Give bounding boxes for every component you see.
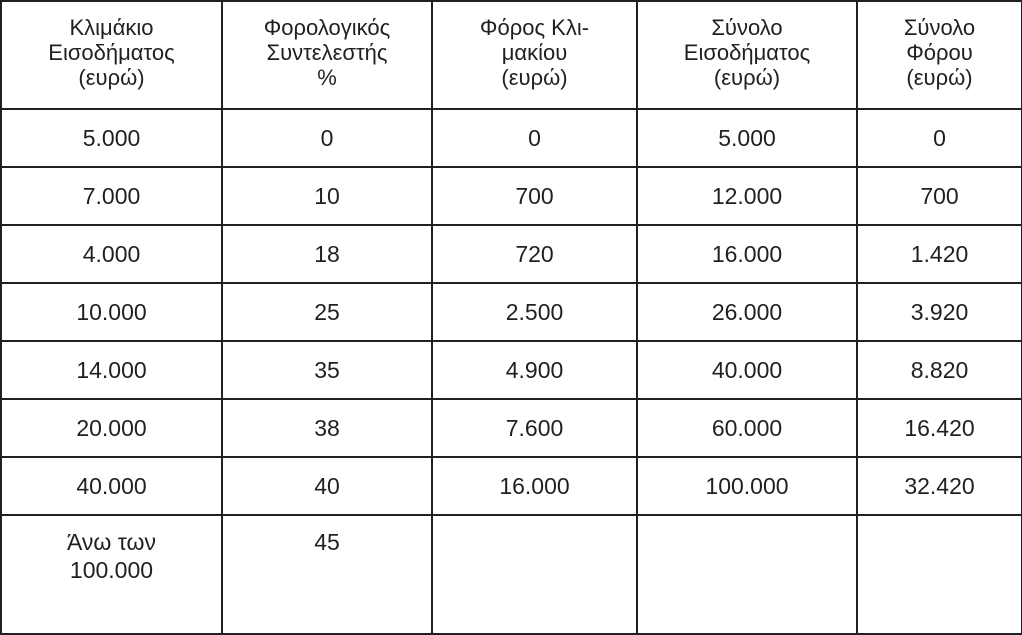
cell-bracket-tax: 4.900 [432,341,637,399]
cell-total-income: 100.000 [637,457,857,515]
cell-total-tax: 700 [857,167,1022,225]
header-tax-rate: Φορολογικός Συντελεστής % [222,1,432,109]
cell-bracket-tax: 2.500 [432,283,637,341]
cell-bracket-tax: 7.600 [432,399,637,457]
table-row [1,167,1022,225]
cell-total-tax: 32.420 [857,457,1022,515]
cell-total-tax: 0 [857,109,1022,167]
table-header-row [1,1,1022,109]
cell-total-income [637,515,857,634]
cell-total-income: 40.000 [637,341,857,399]
table-row [1,225,1022,283]
table-row [1,283,1022,341]
cell-total-tax [857,515,1022,634]
table-row [1,109,1022,167]
cell-total-tax: 1.420 [857,225,1022,283]
table-row-top-bracket [1,515,1022,634]
cell-bracket-tax: 720 [432,225,637,283]
cell-bracket-tax: 0 [432,109,637,167]
cell-tax-rate: 25 [222,283,432,341]
cell-income-bracket: 20.000 [1,399,222,457]
cell-income-bracket: Άνω των 100.000 [1,515,222,634]
cell-income-bracket: 14.000 [1,341,222,399]
table-row [1,341,1022,399]
cell-income-bracket: 40.000 [1,457,222,515]
header-bracket-tax: Φόρος Κλι- μακίου (ευρώ) [432,1,637,109]
cell-total-income: 5.000 [637,109,857,167]
cell-bracket-tax [432,515,637,634]
cell-tax-rate: 18 [222,225,432,283]
cell-bracket-tax: 16.000 [432,457,637,515]
header-total-tax: Σύνολο Φόρου (ευρώ) [857,1,1022,109]
header-total-income: Σύνολο Εισοδήματος (ευρώ) [637,1,857,109]
cell-total-tax: 16.420 [857,399,1022,457]
cell-income-bracket: 4.000 [1,225,222,283]
header-income-bracket: Κλιμάκιο Εισοδήματος (ευρώ) [1,1,222,109]
cell-tax-rate: 0 [222,109,432,167]
table-row [1,457,1022,515]
cell-income-bracket: 5.000 [1,109,222,167]
cell-tax-rate: 10 [222,167,432,225]
cell-tax-rate: 40 [222,457,432,515]
cell-bracket-tax: 700 [432,167,637,225]
cell-total-income: 16.000 [637,225,857,283]
cell-tax-rate: 35 [222,341,432,399]
cell-total-income: 26.000 [637,283,857,341]
cell-income-bracket: 7.000 [1,167,222,225]
cell-tax-rate: 45 [222,515,432,634]
cell-total-tax: 8.820 [857,341,1022,399]
cell-income-bracket: 10.000 [1,283,222,341]
cell-total-tax: 3.920 [857,283,1022,341]
cell-total-income: 12.000 [637,167,857,225]
cell-tax-rate: 38 [222,399,432,457]
cell-total-income: 60.000 [637,399,857,457]
table-row [1,399,1022,457]
